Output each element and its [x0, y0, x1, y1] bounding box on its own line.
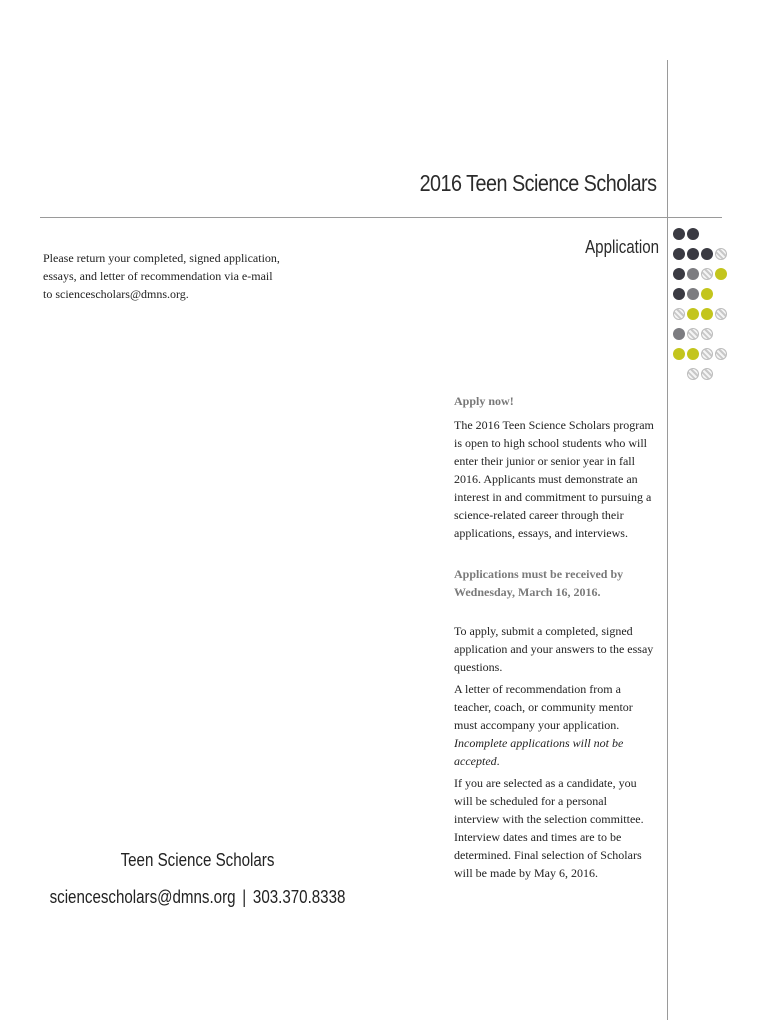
- dot-lime: [673, 348, 685, 360]
- footer-phone: 303.370.8338: [252, 887, 346, 907]
- dot-lime: [687, 348, 699, 360]
- footer-contact: [32, 887, 364, 908]
- dot-dark: [673, 228, 685, 240]
- apply-section: [454, 392, 654, 542]
- howto-section: [454, 622, 654, 886]
- page-title: 2016 Teen Science Scholars: [420, 170, 657, 196]
- return-instructions: Please return your completed, signed application, essays, and letter of recommendation via e-mail to sciencescholars@dmns.org.: [43, 251, 280, 301]
- dot-hatch: [687, 328, 699, 340]
- dot-hatch: [687, 368, 699, 380]
- page-subtitle: Application: [585, 237, 659, 257]
- dot-hatch: [701, 368, 713, 380]
- dot-lime: [687, 308, 699, 320]
- dot-mid: [673, 328, 685, 340]
- footer-email[interactable]: sciencescholars@dmns.org: [49, 887, 236, 907]
- decorative-dot-pattern: [673, 228, 733, 378]
- dot-mid: [687, 288, 699, 300]
- incomplete-warning: Incomplete applications will not be accepted: [454, 736, 624, 768]
- howto-paragraph-2: [454, 680, 654, 770]
- apply-heading: Apply now!: [454, 394, 514, 408]
- howto-paragraph-2-text: A letter of recommendation from a teacher, coach, or community mentor must accompany your application.: [454, 682, 633, 732]
- dot-hatch: [701, 348, 713, 360]
- howto-paragraph-1: To apply, submit a completed, signed application and your answers to the essay questions.: [454, 624, 654, 674]
- dot-hatch: [715, 308, 727, 320]
- howto-paragraph-2-end: .: [496, 754, 500, 768]
- dot-hatch: [715, 248, 727, 260]
- dot-lime: [701, 288, 713, 300]
- dot-dark: [687, 228, 699, 240]
- dot-dark: [673, 268, 685, 280]
- apply-body: The 2016 Teen Science Scholars program is open to high school students who will enter their junior or senior year in fall 2016. Applicants must demonstrate an interest in and commitment to pursuing a science-related career through their applications, essays, and interviews.: [454, 418, 654, 540]
- dot-lime: [701, 308, 713, 320]
- vertical-rule: [667, 60, 668, 1020]
- dot-mid: [687, 268, 699, 280]
- footer-title: Teen Science Scholars: [120, 850, 275, 870]
- dot-dark: [687, 248, 699, 260]
- horizontal-rule: [40, 217, 722, 218]
- footer-separator: |: [242, 887, 247, 907]
- dot-dark: [701, 248, 713, 260]
- dot-hatch: [715, 348, 727, 360]
- howto-paragraph-3: If you are selected as a candidate, you will be scheduled for a personal interview with the selection committee. Interview dates and times are to be determined. Final selection of Scholars will be made by May 6, 2016.: [454, 776, 644, 880]
- dot-hatch: [673, 308, 685, 320]
- deadline-note: Applications must be received by Wednesday, March 16, 2016.: [454, 567, 624, 599]
- dot-lime: [715, 268, 727, 280]
- dot-hatch: [701, 268, 713, 280]
- dot-dark: [673, 248, 685, 260]
- dot-hatch: [701, 328, 713, 340]
- dot-dark: [673, 288, 685, 300]
